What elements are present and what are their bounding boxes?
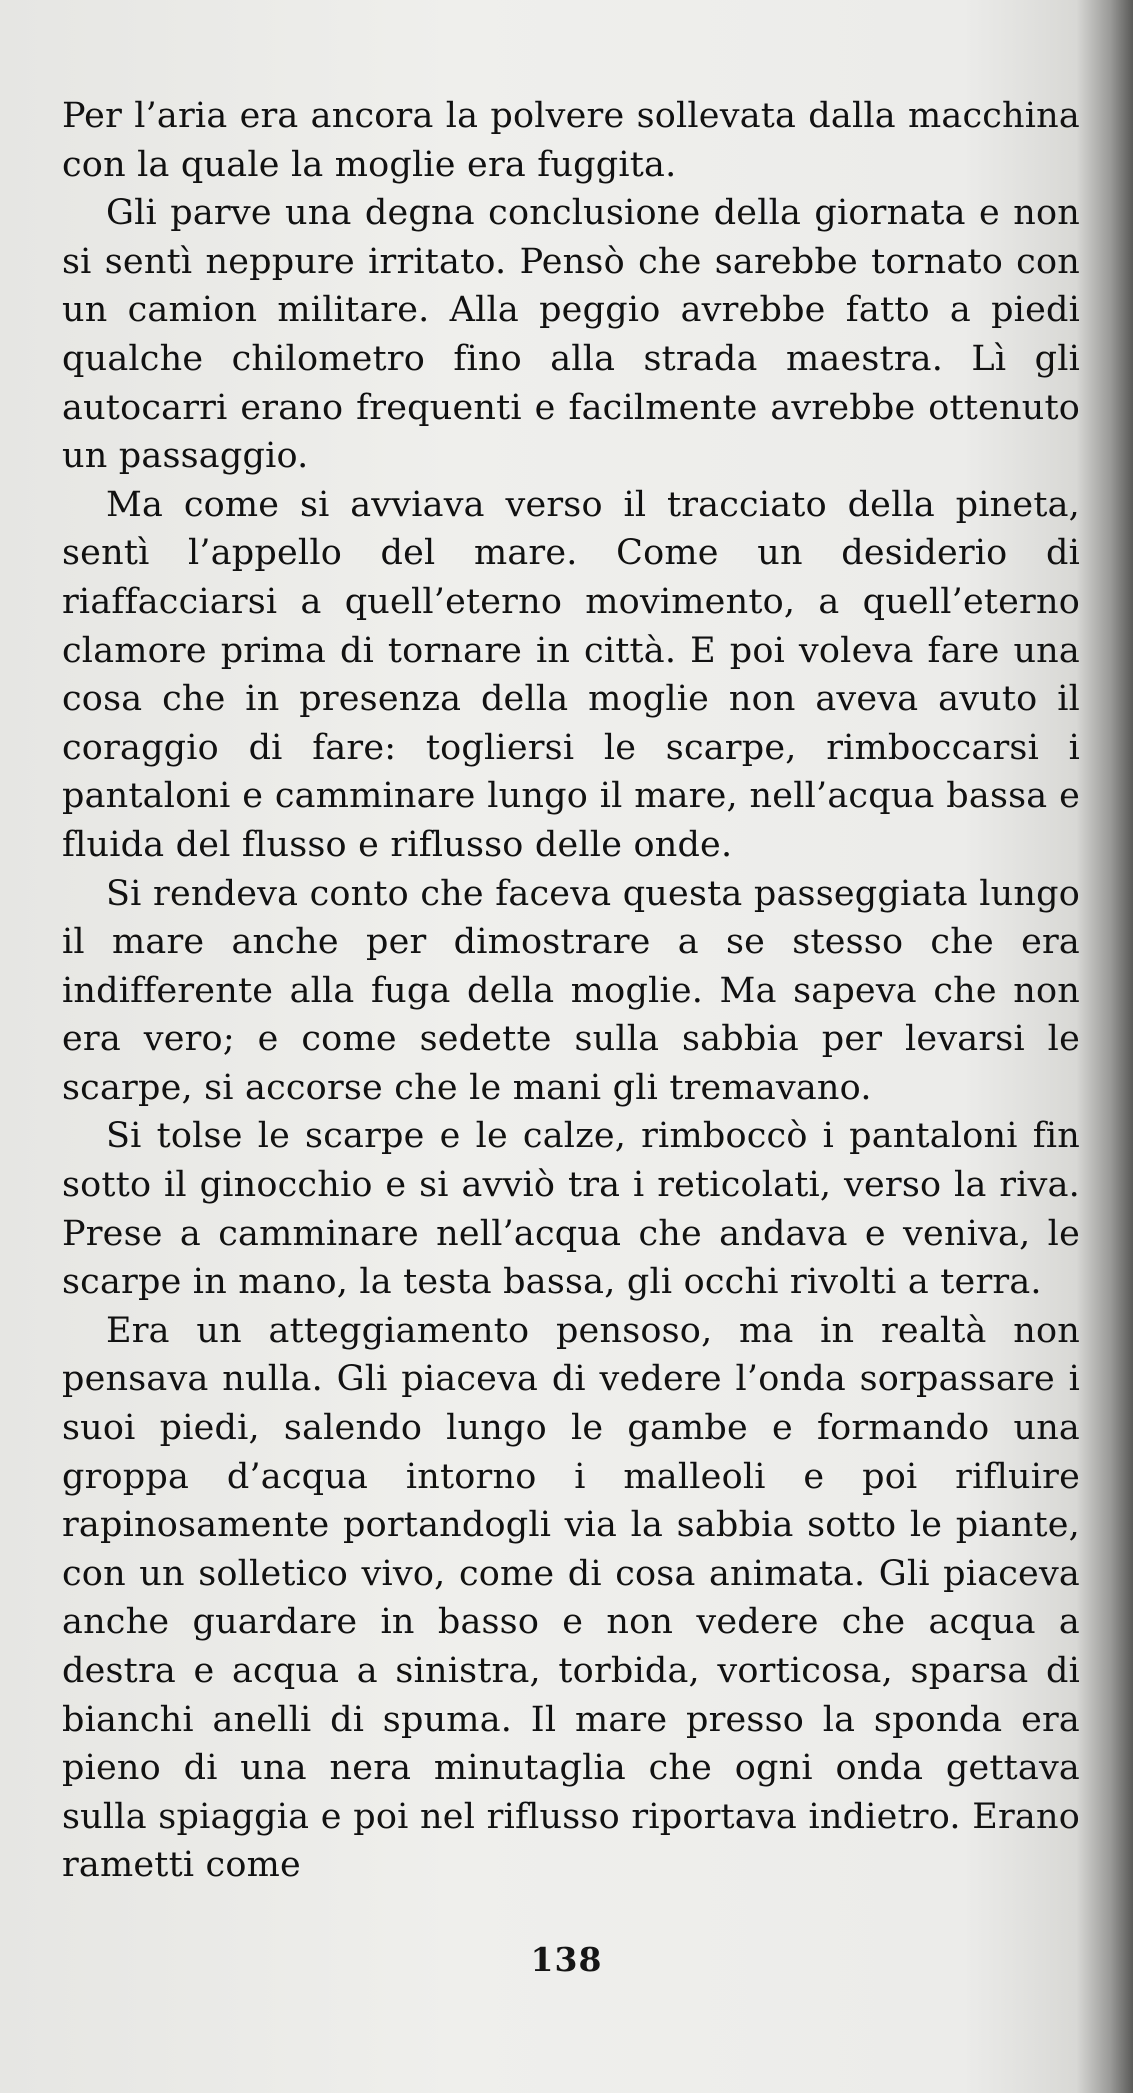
paragraph-1: Per l’aria era ancora la polvere sollevata dalla macchina con la quale la moglie era fuggita.	[62, 96, 1080, 185]
paragraph-3: Ma come si avviava verso il tracciato della pineta, sentì l’appello del mare. Come un desiderio di riaffacciarsi a quell’eterno movimento, a quell’eterno clamore prima di tornare in città. E poi voleva fare una cosa che in presenza della moglie non aveva avuto il coraggio di fare: togliersi le scarpe, rimboccarsi i pantaloni e camminare lungo il mare, nell’acqua bassa e fluida del flusso e riflusso delle onde.	[62, 484, 1080, 865]
paragraph-4: Si rendeva conto che faceva questa passeggiata lungo il mare anche per dimostrare a se stesso che era indifferente alla fuga della moglie. Ma sapeva che non era vero; e come sedette sulla sabbia per levarsi le scarpe, si accorse che le mani gli tremavano.	[62, 873, 1080, 1108]
page-number: 138	[530, 1940, 603, 1979]
paragraph-6: Era un atteggiamento pensoso, ma in realtà non pensava nulla. Gli piaceva di vedere l’onda sorpassare i suoi piedi, salendo lungo le gambe e formando una groppa d’acqua intorno i malleoli e poi rifluire rapinosamente portandogli via la sabbia sotto le piante, con un solletico vivo, come di cosa animata. Gli piaceva anche guardare in basso e non vedere che acqua a destra e acqua a sinistra, torbida, vorticosa, sparsa di bianchi anelli di spuma. Il mare presso la sponda era pieno di una nera minutaglia che ogni onda gettava sulla spiaggia e poi nel riflusso riportava indietro. Erano rametti come	[62, 1310, 1080, 1886]
paragraph-2: Gli parve una degna conclusione della giornata e non si sentì neppure irritato. Pensò che sarebbe tornato con un camion militare. Alla peggio avrebbe fatto a piedi qualche chilometro fino alla strada maestra. Lì gli autocarri erano frequenti e facilmente avrebbe ottenuto un passaggio.	[62, 193, 1080, 477]
paragraph-5: Si tolse le scarpe e le calze, rimboccò i pantaloni fin sotto il ginocchio e si avviò tra i reticolati, verso la riva. Prese a camminare nell’acqua che andava e veniva, le scarpe in mano, la testa bassa, gli occhi rivolti a terra.	[62, 1116, 1080, 1303]
body-text	[62, 92, 1080, 1890]
